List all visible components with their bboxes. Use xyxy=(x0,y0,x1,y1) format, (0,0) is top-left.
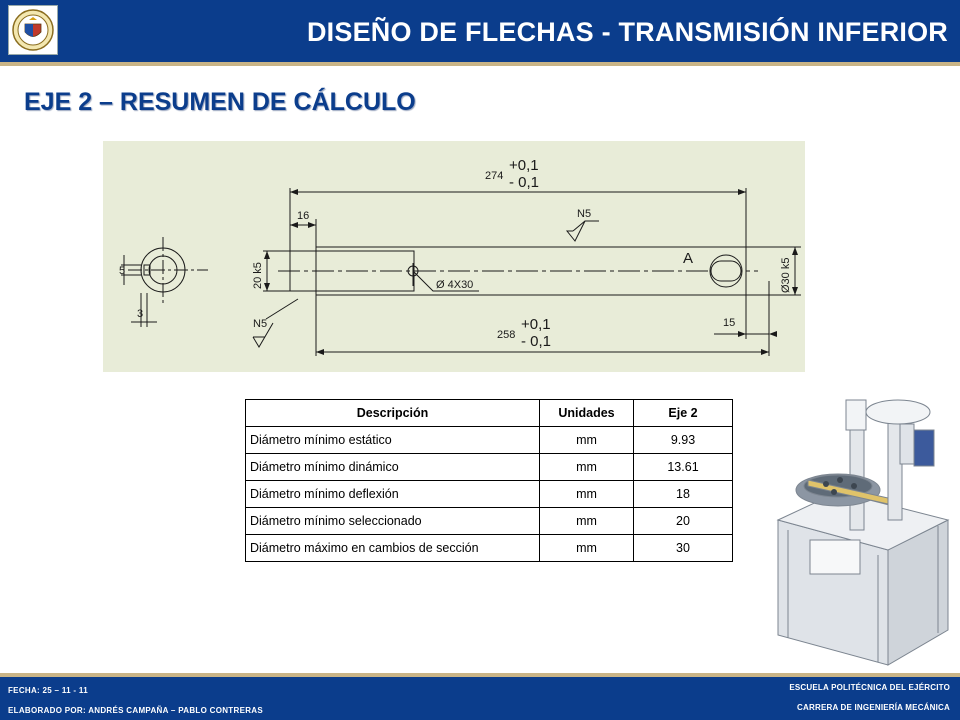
header-divider xyxy=(0,62,960,66)
inner-length-label: 258 xyxy=(497,329,516,341)
footer-bar xyxy=(0,677,960,720)
row-unit: mm xyxy=(540,454,634,481)
header-title: DISEÑO DE FLECHAS - TRANSMISIÓN INFERIOR xyxy=(306,17,948,47)
row-value: 18 xyxy=(634,481,733,508)
dim-arrow xyxy=(264,283,270,291)
overall-tol-minus: - 0,1 xyxy=(509,174,540,191)
finish-left-label: N5 xyxy=(253,318,268,330)
turntable-slot xyxy=(851,483,857,489)
large-diameter-label: Ø30 k5 xyxy=(780,257,792,293)
row-description: Diámetro mínimo dinámico xyxy=(246,454,540,481)
machine-panel xyxy=(810,540,860,574)
machine-housing xyxy=(900,424,914,464)
turntable-slot xyxy=(837,477,843,483)
header-units: Unidades xyxy=(540,400,634,427)
small-diameter-label: 20 k5 xyxy=(252,262,264,289)
dim-arrow xyxy=(738,331,746,337)
dim-arrow xyxy=(769,331,777,337)
dim-arrow xyxy=(290,189,298,195)
machine-head xyxy=(846,400,866,430)
turntable-slot xyxy=(831,489,837,495)
calculation-summary-table xyxy=(245,399,733,562)
row-unit: mm xyxy=(540,508,634,535)
footer-school: ESCUELA POLITÉCNICA DEL EJÉRCITO xyxy=(789,683,950,692)
page-title: EJE 2 – RESUMEN DE CÁLCULO xyxy=(24,88,416,116)
inner-tol-minus: - 0,1 xyxy=(521,333,552,350)
row-unit: mm xyxy=(540,427,634,454)
header-description: Descripción xyxy=(246,400,540,427)
row-value: 9.93 xyxy=(634,427,733,454)
row-unit: mm xyxy=(540,535,634,562)
finish-top-label: N5 xyxy=(577,208,592,220)
row-unit: mm xyxy=(540,481,634,508)
machine-motor xyxy=(914,430,934,466)
inner-tol-plus: +0,1 xyxy=(521,316,551,333)
dim-arrow xyxy=(738,189,746,195)
keyway-slot xyxy=(711,261,741,281)
row-description: Diámetro mínimo estático xyxy=(246,427,540,454)
keyway-depth-label: 3 xyxy=(137,308,144,320)
hole-note-label: Ø 4X30 xyxy=(436,279,474,291)
finish-top-leader xyxy=(573,221,599,231)
row-value: 20 xyxy=(634,508,733,535)
dim-arrow xyxy=(264,251,270,259)
footer-career: CARRERA DE INGENIERÍA MECÁNICA xyxy=(797,703,950,712)
table-row xyxy=(246,535,733,562)
university-logo xyxy=(8,5,58,55)
machine-3d-illustration xyxy=(768,380,960,670)
table-row xyxy=(246,454,733,481)
header-bar xyxy=(0,0,960,62)
overall-tol-plus: +0,1 xyxy=(509,157,539,174)
dim-arrow xyxy=(792,247,798,255)
machine-top-disk xyxy=(866,400,930,424)
table-row xyxy=(246,427,733,454)
table-row xyxy=(246,508,733,535)
turntable-slot xyxy=(823,481,829,487)
header-shaft-2: Eje 2 xyxy=(634,400,733,427)
dim-arrow xyxy=(290,222,298,228)
dim-arrow xyxy=(761,349,769,355)
row-description: Diámetro mínimo deflexión xyxy=(246,481,540,508)
finish-left-leader xyxy=(266,299,298,319)
row-value: 13.61 xyxy=(634,454,733,481)
table-row xyxy=(246,481,733,508)
dim-arrow xyxy=(316,349,324,355)
table-header-row xyxy=(246,400,733,427)
finish-top-symbol xyxy=(567,221,585,241)
keyway-width-label: 5 xyxy=(119,265,126,277)
footer-date: FECHA: 25 – 11 - 11 xyxy=(8,686,88,695)
end-length-label: 15 xyxy=(723,317,736,329)
shaft-technical-drawing xyxy=(103,141,805,372)
dim-arrow xyxy=(308,222,316,228)
row-description: Diámetro mínimo seleccionado xyxy=(246,508,540,535)
step-length-label: 16 xyxy=(297,210,310,222)
face-label: A xyxy=(683,250,694,267)
row-value: 30 xyxy=(634,535,733,562)
dim-arrow xyxy=(792,287,798,295)
footer-author: ELABORADO POR: ANDRÉS CAMPAÑA – PABLO CONTRERAS xyxy=(8,706,263,715)
row-description: Diámetro máximo en cambios de sección xyxy=(246,535,540,562)
overall-length-label: 274 xyxy=(485,170,504,182)
